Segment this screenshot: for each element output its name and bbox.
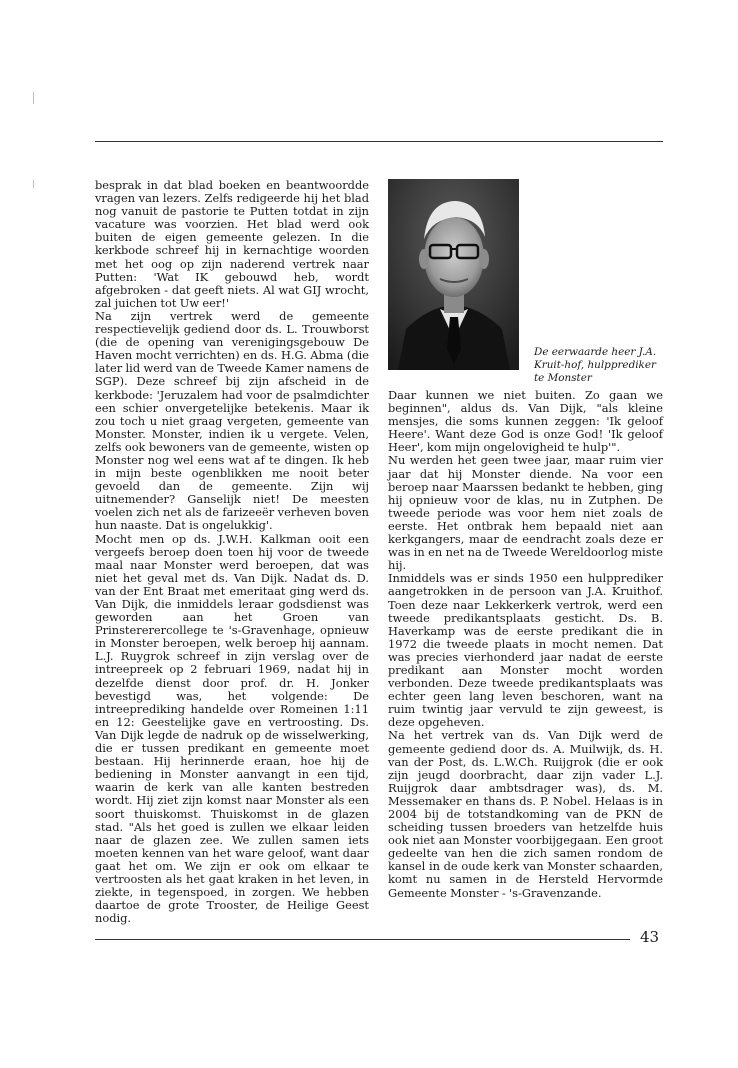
photo-caption: De eerwaarde heer J.A. Kruit-hof, hulpprediker te Monster xyxy=(534,346,657,384)
paragraph: Mocht men op ds. J.W.H. Kalkman ooit een vergeefs beroep doen toen hij voor de tweede maal naar Monster werd beroepen, dat was niet het geval met ds. Van Dijk. Nadat ds. D. van der Ent Braat met emeritaat ging werd ds. Van Dijk, die inmiddels leraar godsdienst was geworden aan het Groen van Prinstererercollege te 's-Gravenhage, opnieuw in Monster beroepen, welk beroep hij aannam. L.J. Ruygrok schreef in zijn verslag over de intreepreek op 2 februari 1969, nadat hij in dezelfde dienst door prof. dr. H. Jonker bevestigd was, het volgende: De intreeprediking handelde over Romeinen 1:11 en 12: Geestelijke gave en vertroosting. Ds. Van Dijk legde de nadruk op de wisselwerking, die er tussen predikant en gemeente moet bestaan. Hij herinnerde eraan, hoe hij de bediening in Monster aanvangt in een tijd, waarin de kerk van alle kanten bestreden wordt. Hij ziet zijn komst naar Monster als een soort thuiskomst. Thuiskomst in de glazen stad. "Als het goed is zullen we elkaar leiden naar de glazen zee. We zullen samen iets moeten kennen van het ware geloof, want daar gaat het om. We zijn er ook om elkaar te vertroosten als het gaat kraken in het leven, in ziekte, in tegenspoed, in zorgen. We hebben daartoe de grote Trooster, de Heilige Geest nodig. xyxy=(95,531,369,926)
margin-mark xyxy=(33,180,34,188)
paragraph: Inmiddels was er sinds 1950 een hulpprediker aangetrokken in de persoon van J.A. Kruithof. Toen deze naar Lekkerkerk vertrok, werd een tweede predikantsplaats gesticht. Ds. B. Haverkamp was de eerste predikant die in 1972 die tweede plaats in mocht nemen. Dat was precies vierhonderd jaar nadat de eerste predikant aan Monster mocht worden verbonden. Deze tweede predikantsplaats was echter geen lang leven beschoren, want na ruim twintig jaar vervuld te zijn geweest, is deze opgeheven. xyxy=(388,571,663,730)
top-rule xyxy=(95,141,663,142)
portrait-photo xyxy=(388,179,519,370)
bottom-rule xyxy=(95,939,630,940)
paragraph: besprak in dat blad boeken en beantwoordde vragen van lezers. Zelfs redigeerde hij het blad nog vanuit de pastorie te Putten totdat in zijn vacature was voorzien. Het blad werd ook buiten de eigen gemeente gelezen. In die kerkbode schreef hij in kernachtige woorden met het oog op zijn naderend vertrek naar Putten: 'Wat IK gebouwd heb, wordt afgebroken - dat geeft niets. Al wat GIJ wrocht, zal juichen tot Uw eer!' xyxy=(95,178,369,310)
paragraph: Na het vertrek van ds. Van Dijk werd de gemeente gediend door ds. A. Muilwijk, ds. H. van der Post, ds. L.W.Ch. Ruijgrok (die er ook zijn jeugd doorbracht, daar zijn vader L.J. Ruijgrok daar ambtsdrager was), ds. M. Messemaker en thans ds. P. Nobel. Helaas is in 2004 bij de totstandkoming van de PKN de scheiding tussen broeders van hetzelfde huis ook niet aan Monster voorbijgegaan. Een groot gedeelte van hen die zich samen rondom de kansel in de oude kerk van Monster schaarden, komt nu samen in de Hersteld Hervormde Gemeente Monster - 's-Gravenzande. xyxy=(388,728,663,900)
margin-mark xyxy=(33,92,34,104)
page-number: 43 xyxy=(640,928,660,946)
paragraph: Daar kunnen we niet buiten. Zo gaan we beginnen", aldus ds. Van Dijk, "als kleine mensjes, die soms kunnen zeggen: 'Ik geloof Heere'. Want deze God is onze God! 'Ik geloof Heer', kom mijn ongelovigheid te hulp'". xyxy=(388,388,663,455)
portrait-illustration xyxy=(388,179,519,370)
left-column xyxy=(95,179,369,925)
paragraph: Nu werden het geen twee jaar, maar ruim vier jaar dat hij Monster diende. Na voor een beroep naar Maarssen bedankt te hebben, ging hij opnieuw voor de klas, nu in Zutphen. De tweede periode was voor hem niet zoals de eerste. Het ontbrak hem bepaald niet aan kerkgangers, maar de eendracht zoals deze er was in en net na de Tweede Wereldoorlog miste hij. xyxy=(388,453,663,573)
right-column xyxy=(388,389,663,900)
paragraph: Na zijn vertrek werd de gemeente respectievelijk gediend door ds. L. Trouwborst (die de opening van verenigingsgebouw De Haven mocht verrichten) en ds. H.G. Abma (die later lid werd van de Tweede Kamer namens de SGP). Deze schreef bij zijn afscheid in de kerkbode: 'Jeruzalem had voor de psalmdichter een schier onvergetelijke betekenis. Maar ik zou toch u niet graag vergeten, gemeente van Monster. Monster, indien ik u vergete. Velen, zelfs ook bewoners van de gemeente, wisten op Monster nog wel eens wat af te dingen. Ik heb in mijn beste ogenblikken me nooit beter gevoeld dan de gemeente. Zijn wij uitnemender? Ganselijk niet! De meesten voelen zich net als de farizeeër verheven boven hun naaste. Dat is ongelukkig'. xyxy=(95,308,369,533)
